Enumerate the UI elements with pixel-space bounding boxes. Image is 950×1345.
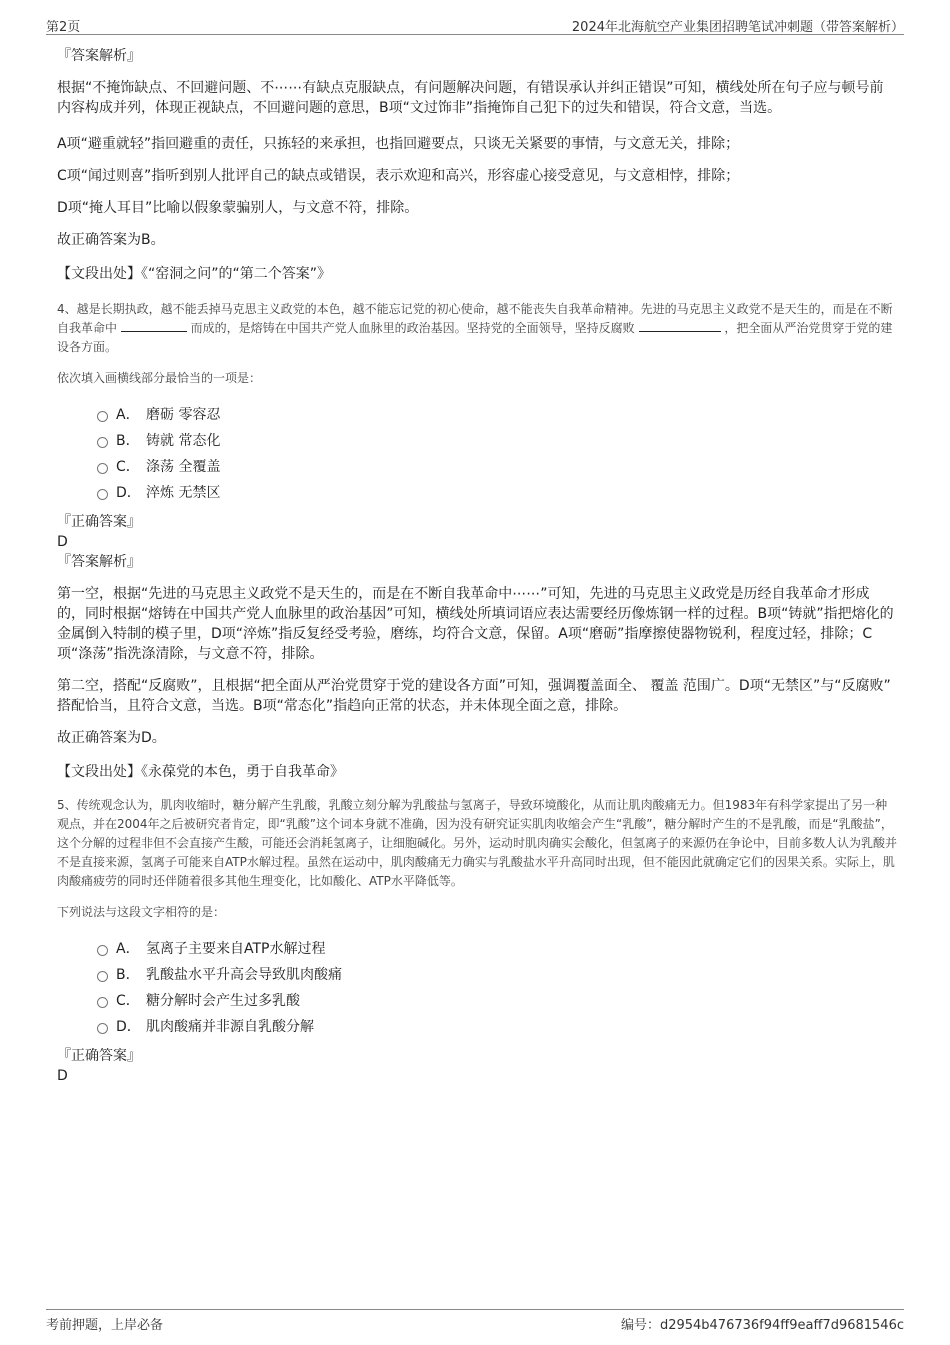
q5-answer: D — [57, 1068, 68, 1084]
radio-icon[interactable] — [97, 997, 108, 1008]
q4-blank-1 — [121, 319, 187, 332]
option-text: 氢离子主要来自ATP水解过程 — [146, 941, 326, 957]
option-text: 乳酸盐水平升高会导致肌肉酸痛 — [146, 967, 342, 983]
radio-icon[interactable] — [97, 971, 108, 982]
q4-conclusion: 故正确答案为D。 — [57, 730, 166, 746]
option-text: 铸就 常态化 — [146, 433, 221, 449]
option-key: B． — [116, 433, 140, 449]
footer-slogan: 考前押题，上岸必备 — [46, 1318, 164, 1333]
q4-stem — [57, 300, 897, 357]
option-key: C． — [116, 993, 140, 1009]
q4-analysis-p1: 第一空，根据“先进的马克思主义政党不是天生的，而是在不断自我革命中⋯⋯”可知，先进的马克思主义政党是历经自我革命才形成的，同时根据“熔铸在中国共产党人血脉里的政治基因”可知，横线处所填词语应表达需要经历像炼钢一样的过程。B项“铸就”指把熔化的金属倒入特制的模子里，D项“淬炼”指反复经受考验，磨练，均符合文意，保留。A项“磨砺”指摩擦使器物锐利，程度过轻，排除；C项“涤荡”指洗涤清除，与文意不符，排除。 — [57, 586, 894, 662]
q4-option-d[interactable] — [97, 480, 897, 506]
document-id: 编号：d2954b476736f94ff9eaff7d9681546c — [620, 1318, 904, 1333]
q4-option-a[interactable] — [97, 402, 897, 428]
radio-icon[interactable] — [97, 411, 108, 422]
q4-option-b[interactable] — [97, 428, 897, 454]
option-text: 肌肉酸痛并非源自乳酸分解 — [146, 1019, 314, 1035]
q4-analysis-p2: 第二空，搭配“反腐败”，且根据“把全面从严治党贯穿于党的建设各方面”可知，强调覆盖面全、 覆盖 范围广。D项“无禁区”与“反腐败” 搭配恰当，且符合文意，当选。B项“常态化”指趋向正常的状态，并未体现全面之意，排除。 — [57, 678, 891, 714]
radio-icon[interactable] — [97, 1023, 108, 1034]
q5-option-d[interactable] — [97, 1014, 897, 1040]
option-text: 磨砺 零容忍 — [146, 407, 221, 423]
q3-analysis-label: 『答案解析』 — [57, 48, 141, 64]
page-content — [57, 46, 897, 1086]
option-text: 涤荡 全覆盖 — [146, 459, 221, 475]
radio-icon[interactable] — [97, 945, 108, 956]
option-key: A． — [116, 941, 140, 957]
q3-source: 【文段出处】《“窑洞之问”的“第二个答案”》 — [57, 266, 332, 282]
q5-option-c[interactable] — [97, 988, 897, 1014]
q5-stem: 5、传统观念认为，肌肉收缩时，糖分解产生乳酸，乳酸立刻分解为乳酸盐与氢离子，导致环境酸化，从而让肌肉酸痛无力。但1983年有科学家提出了另一种观点，并在2004年之后被研究者肯定，即“乳酸”这个词本身就不准确，因为没有研究证实肌肉收缩会产生“乳酸”，糖分解时产生的不是乳酸，而是“乳酸盐”，这个分解的过程非但不会直接产生酸，可能还会消耗氢离子，让细胞碱化。另外，运动时肌肉确实会酸化，但氢离子的来源仍在争论中，目前多数人认为乳酸并不是直接来源，氢离子可能来自ATP水解过程。虽然在运动中，肌肉酸痛无力确实与乳酸盐水平升高同时出现，但不能因此就确定它们的因果关系。实际上，肌肉酸痛疲劳的同时还伴随着很多其他生理变化，比如酸化、ATP水平降低等。 — [57, 798, 898, 888]
option-text: 淬炼 无禁区 — [146, 485, 221, 501]
q4-stem-part1: 4、越是长期执政，越不能丢掉马克思主义政党的本色，越不能忘记党的初心使命，越不能丧失自我革命精神。先进的马克思主义政党不是天生的，而是在不断自我革命中 — [57, 302, 893, 335]
document-title: 2024年北海航空产业集团招聘笔试冲刺题（带答案解析） — [571, 20, 904, 35]
q5-prompt: 下列说法与这段文字相符的是： — [57, 905, 226, 919]
q5-answer-label: 『正确答案』 — [57, 1048, 141, 1064]
q4-source: 【文段出处】《永葆党的本色，勇于自我革命》 — [57, 764, 344, 780]
q4-option-c[interactable] — [97, 454, 897, 480]
q4-prompt: 依次填入画横线部分最恰当的一项是： — [57, 371, 262, 385]
q4-answer-label: 『正确答案』 — [57, 514, 141, 530]
q3-analysis-p3: C项“闻过则喜”指听到别人批评自己的缺点或错误，表示欢迎和高兴，形容虚心接受意见，与文意相悖，排除； — [57, 168, 740, 184]
q5-options — [97, 936, 897, 1040]
q4-answer: D — [57, 534, 68, 550]
radio-icon[interactable] — [97, 437, 108, 448]
q4-options — [97, 402, 897, 506]
q5-option-b[interactable] — [97, 962, 897, 988]
q3-conclusion: 故正确答案为B。 — [57, 232, 165, 248]
q4-stem-part3: ，把全面从严治党贯穿于党的建设各方面。 — [57, 321, 893, 354]
q4-stem-part2: 而成的，是熔铸在中国共产党人血脉里的政治基因。坚持党的全面领导，坚持反腐败 — [190, 321, 635, 335]
option-key: D． — [116, 1019, 141, 1035]
option-key: D． — [116, 485, 141, 501]
page-number: 第2页 — [46, 20, 81, 35]
q4-analysis-label: 『答案解析』 — [57, 554, 141, 570]
q3-analysis-p2: A项“避重就轻”指回避重的责任，只拣轻的来承担，也指回避要点，只谈无关紧要的事情，与文意无关，排除； — [57, 136, 740, 152]
q3-analysis-p1: 根据“不掩饰缺点、不回避问题、不⋯⋯有缺点克服缺点，有问题解决问题，有错误承认并纠正错误”可知，横线处所在句子应与顿号前内容构成并列，体现正视缺点，不回避问题的意思，B项“文过饰非”指掩饰自己犯下的过失和错误，符合文意，当选。 — [57, 80, 884, 116]
q5-option-a[interactable] — [97, 936, 897, 962]
option-key: C． — [116, 459, 140, 475]
radio-icon[interactable] — [97, 489, 108, 500]
q4-blank-2 — [639, 319, 721, 332]
radio-icon[interactable] — [97, 463, 108, 474]
option-key: B． — [116, 967, 140, 983]
page-header — [46, 14, 904, 35]
option-key: A． — [116, 407, 140, 423]
q3-analysis-p4: D项“掩人耳目”比喻以假象蒙骗别人，与文意不符，排除。 — [57, 200, 419, 216]
option-text: 糖分解时会产生过多乳酸 — [146, 993, 300, 1009]
page-footer — [46, 1309, 904, 1332]
